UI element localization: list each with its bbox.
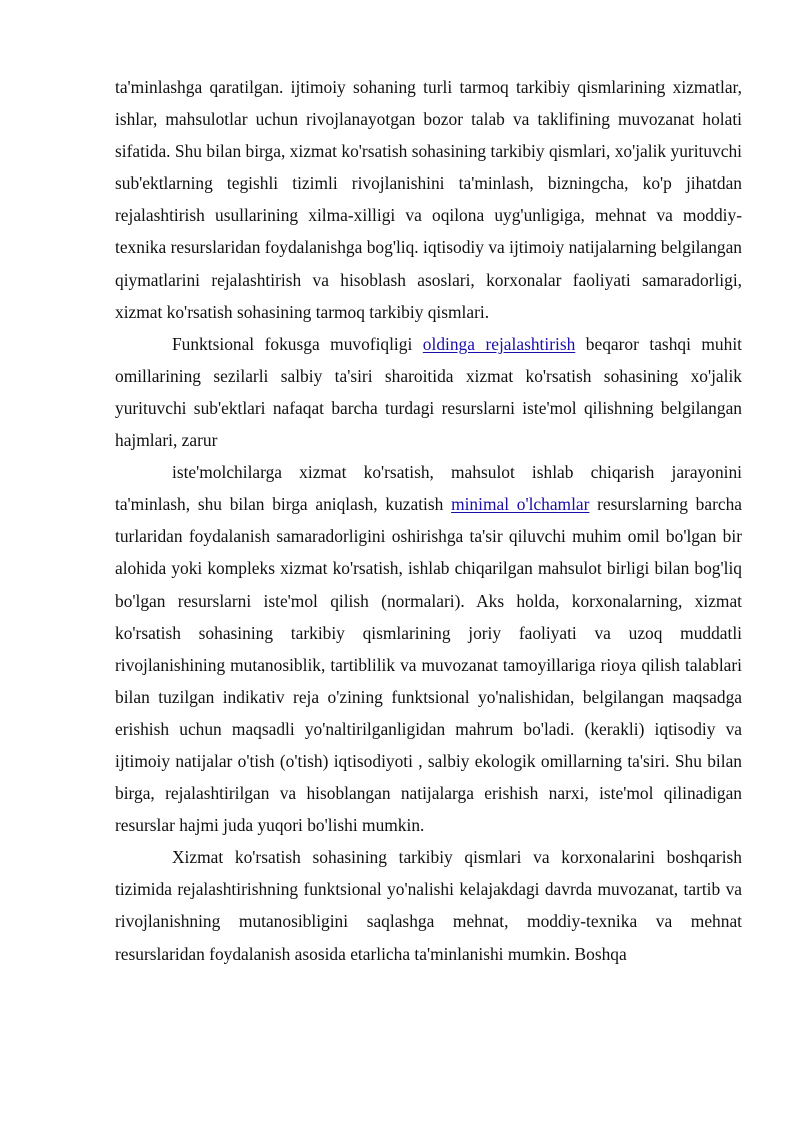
link-minimal-olchamlar[interactable]: minimal o'lchamlar <box>451 494 590 515</box>
paragraph-2-text-start: Funktsional fokusga muvofiqligi <box>172 333 423 354</box>
paragraph-3 <box>115 456 742 841</box>
paragraph-3-text-end: resurslarning barcha turlaridan foydalanish samaradorligini oshirishga ta'sir qiluvchi muhim omil bo'lgan bir alohida yoki kompleks xizmat ko'rsatish, ishlab chiqarilgan mahsulot birligi bilan bog'liq bo'lgan resurslarni iste'mol qilish (normalari). Aks holda, korxonalarning, xizmat ko'rsatish sohasining tarkibiy qismlarining joriy faoliyati va uzoq muddatli rivojlanishining mutanosiblik, tartiblilik va muvozanat tamoyillariga rioya qilish talablari bilan tuzilgan indikativ reja o'zining funktsional yo'nalishidan, belgilangan maqsadga erishish uchun maqsadli yo'naltirilganligidan mahrum bo'ladi. (kerakli) iqtisodiy va ijtimoiy natijalar o'tish (o'tish) iqtisodiyoti , salbiy ekologik omillarning ta'siri. Shu bilan birga, rejalashtirilgan va hisoblangan natijalarga erishish narxi, iste'mol qilinadigan resurslar hajmi juda yuqori bo'lishi mumkin. <box>115 494 743 836</box>
link-oldinga-rejalashtirish[interactable]: oldinga rejalashtirish <box>422 333 576 354</box>
paragraph-2 <box>115 328 742 456</box>
paragraph-1: ta'minlashga qaratilgan. ijtimoiy sohaning turli tarmoq tarkibiy qismlarining xizmatlar, ishlar, mahsulotlar uchun rivojlanayotgan bozor talab va taklifining muvozanat holati sifatida. Shu bilan birga, xizmat ko'rsatish sohasining tarkibiy qismlari, xo'jalik yurituvchi sub'ektlarning tegishli tizimli rivojlanishini ta'minlash, bizningcha, ko'p jihatdan rejalashtirish usullarining xilma-xilligi va oqilona uyg'unligiga, mehnat va moddiy-texnika resurslaridan foydalanishga bog'liq. iqtisodiy va ijtimoiy natijalarning belgilangan qiymatlarini rejalashtirish va hisoblash asoslari, korxonalar faoliyati samaradorligi, xizmat ko'rsatish sohasining tarmoq tarkibiy qismlari. <box>115 77 742 322</box>
paragraph-3-text-start: iste'molchilarga xizmat ko'rsatish, mahsulot ishlab chiqarish jarayonini ta'minlash, shu bilan birga aniqlash, kuzatish <box>115 462 742 515</box>
paragraph-2-text-end: beqaror tashqi muhit omillarining sezilarli salbiy ta'siri sharoitida xizmat ko'rsatish sohasining xo'jalik yurituvchi sub'ektlari nafaqat barcha turdagi resurslarni iste'mol qilishning belgilangan hajmlari, zarur <box>115 333 742 451</box>
paragraph-4: Xizmat ko'rsatish sohasining tarkibiy qismlari va korxonalarini boshqarish tizimida rejalashtirishning funktsional yo'nalishi kelajakdagi davrda muvozanat, tartib va rivojlanishning mutanosibligini saqlashga mehnat, moddiy-texnika va mehnat resurslaridan foydalanish asosida etarlicha ta'minlanishi mumkin. Boshqa <box>115 847 742 964</box>
document-page <box>115 71 742 970</box>
